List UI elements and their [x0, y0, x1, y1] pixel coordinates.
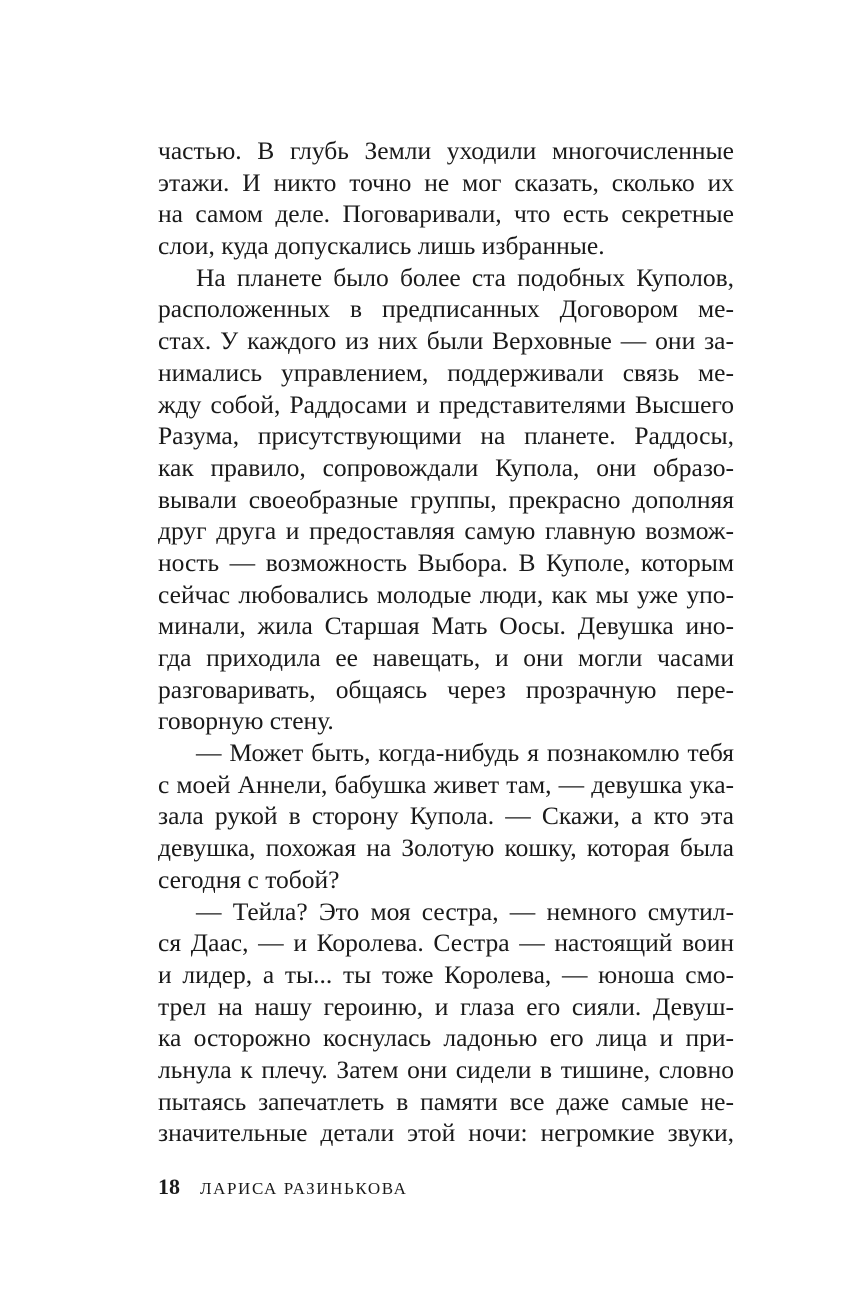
text-line: говорную стену.	[158, 706, 334, 736]
text-line: гда приходила ее навещать, и они могли часами	[158, 643, 734, 672]
text-line: частью. В глубь Земли уходили многочисленные	[158, 136, 734, 165]
text-line: слои, куда допускались лишь избранные.	[158, 231, 605, 261]
text-line: трел на нашу героиню, и глаза его сияли. Девуш-	[158, 991, 734, 1021]
text-line: ность — возможность Выбора. В Куполе, которым	[158, 547, 734, 577]
text-line: друг друга и предоставляя самую главную возмож-	[158, 516, 734, 546]
running-head-author: ЛАРИСА РАЗИНЬКОВА	[200, 1179, 408, 1198]
text-line: жду собой, Раддосами и представителями Высшего	[158, 389, 734, 419]
text-line: нимались управлением, поддерживали связь ме-	[158, 357, 734, 387]
text-line: этажи. И никто точно не мог сказать, сколько их	[158, 167, 734, 197]
body-text	[158, 135, 734, 1149]
text-line: минали, жила Старшая Мать Оосы. Девушка ино-	[158, 611, 734, 641]
text-line: стах. У каждого из них были Верховные — они за-	[158, 326, 734, 356]
text-line: значительные детали этой ночи: негромкие звуки,	[158, 1118, 734, 1148]
text-line: — Может быть, когда-нибудь я познакомлю тебя	[196, 738, 734, 768]
text-line: вывали своеобразные группы, прекрасно дополняя	[158, 484, 734, 514]
text-line: зала рукой в сторону Купола. — Скажи, а кто эта	[158, 801, 734, 831]
text-line: расположенных в предписанных Договором ме-	[158, 294, 734, 324]
page-number: 18	[158, 1174, 180, 1199]
text-line: На планете было более ста подобных Куполов,	[196, 262, 734, 292]
text-line: ка осторожно коснулась ладонью его лица и при-	[158, 1023, 734, 1053]
text-line: как правило, сопровождали Купола, они образо-	[158, 452, 734, 482]
text-line: ся Даас, — и Королева. Сестра — настоящий воин	[158, 928, 734, 958]
text-line: на самом деле. Поговаривали, что есть секретные	[158, 199, 734, 229]
text-line: с моей Аннели, бабушка живет там, — девушка ука-	[158, 769, 734, 799]
text-line: сейчас любовались молодые люди, как мы уже упо-	[158, 579, 734, 609]
text-line: девушка, похожая на Золотую кошку, которая была	[158, 833, 734, 863]
text-line: сегодня с тобой?	[158, 864, 340, 894]
text-line: и лидер, а ты... ты тоже Королева, — юноша смо-	[158, 959, 734, 989]
text-line: льнула к плечу. Затем они сидели в тишине, словно	[158, 1054, 734, 1084]
text-line: — Тейла? Это моя сестра, — немного смутил-	[196, 896, 734, 926]
text-line: пытаясь запечатлеть в памяти все даже самые не-	[158, 1086, 734, 1116]
text-line: разговаривать, общаясь через прозрачную пере-	[158, 674, 734, 704]
text-line: Разума, присутствующими на планете. Раддосы,	[158, 421, 734, 451]
page-footer	[158, 1172, 407, 1202]
